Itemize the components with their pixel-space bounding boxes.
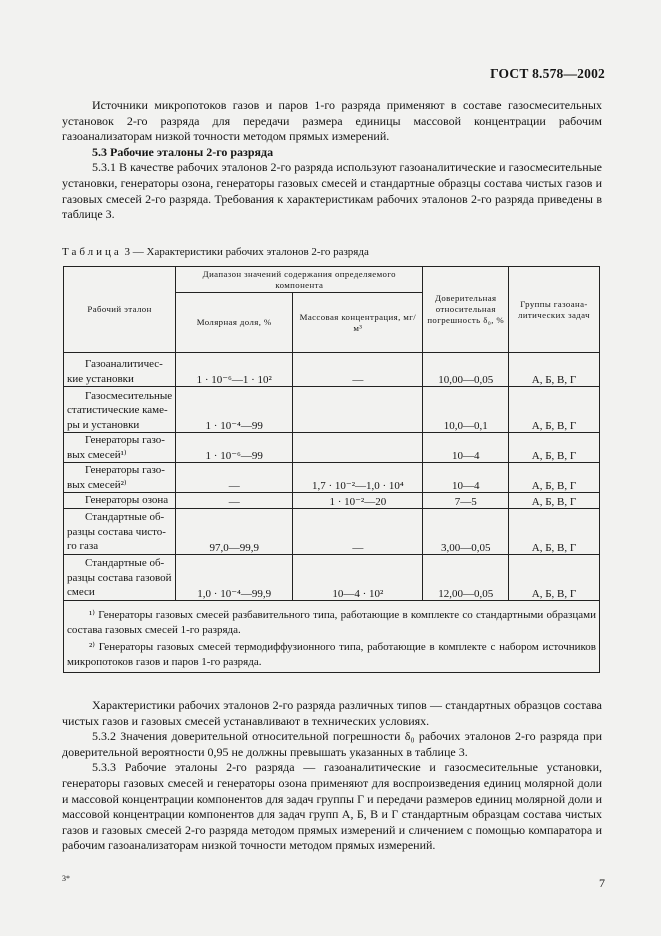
footnote-1: ¹⁾ Генераторы газовых смесей разбавительного типа, работающие в комплекте со стандартными образцами состава газовых смесей 1-го разряда. (67, 608, 596, 636)
header-task-groups: Группы газоана-литических задач (508, 267, 599, 353)
row-error: 10—4 (423, 433, 509, 463)
row-mass: — (293, 353, 423, 387)
table-caption (62, 246, 369, 258)
row-groups: А, Б, В, Г (508, 433, 599, 463)
row-molar: — (176, 463, 293, 493)
row-groups: А, Б, В, Г (508, 508, 599, 554)
table-caption-text: — Характеристики рабочих эталонов 2-го разряда (132, 246, 369, 258)
row-name: Стандартные об- разцы состава чисто- го газа (64, 508, 176, 554)
row-groups: А, Б, В, Г (508, 554, 599, 600)
row-error: 12,00—0,05 (423, 554, 509, 600)
page-number: 7 (599, 876, 605, 890)
row-name: Газоаналитичес- кие установки (64, 353, 176, 387)
characteristics-table (63, 266, 600, 673)
table-row (64, 554, 600, 600)
paragraph-5-3-1: 5.3.1 В качестве рабочих эталонов 2-го разряда используют газоаналитические и газосмесительные установки, генераторы озона, генераторы газовых смесей и стандартные образцы состава чистых газов и газовых смесей 2-го разряда. Требования к характеристикам рабочих эталонов 2-го разряда приведены в таблице 3. (62, 160, 602, 222)
table-caption-number: 3 (124, 246, 131, 258)
sheet-signature: 3* (62, 874, 70, 883)
table-row (64, 508, 600, 554)
top-text-block (62, 98, 602, 223)
header-molar-fraction: Молярная доля, % (176, 293, 293, 353)
paragraph-5-3-2: 5.3.2 Значения доверительной относительной погрешности δ₀ рабочих эталонов 2-го разряда при доверительной вероятности 0,95 не должны превышать указанных в таблице 3. (62, 729, 602, 759)
header-range-group: Диапазон значений содержания определяемого компонента (176, 267, 423, 293)
row-mass: — (293, 508, 423, 554)
row-mass: 1,7 · 10⁻²—1,0 · 10⁴ (293, 463, 423, 493)
row-groups: А, Б, В, Г (508, 387, 599, 433)
row-molar: 1 · 10⁻⁴—99 (176, 387, 293, 433)
table-row (64, 463, 600, 493)
row-mass (293, 387, 423, 433)
row-error: 10,00—0,05 (423, 353, 509, 387)
header-error: Доверительная относительная погрешность δ₀, % (423, 267, 509, 353)
row-groups: А, Б, В, Г (508, 463, 599, 493)
row-name: Генераторы газо- вых смесей²⁾ (64, 463, 176, 493)
row-groups: А, Б, В, Г (508, 493, 599, 509)
header-working-standard: Рабочий эталон (64, 267, 176, 353)
table-row (64, 353, 600, 387)
row-molar: — (176, 493, 293, 509)
section-heading: 5.3 Рабочие эталоны 2-го разряда (92, 144, 274, 159)
row-mass: 1 · 10⁻²—20 (293, 493, 423, 509)
row-mass (293, 433, 423, 463)
table-row (64, 493, 600, 509)
row-error: 7—5 (423, 493, 509, 509)
table-caption-prefix: Таблица (62, 246, 122, 258)
row-groups: А, Б, В, Г (508, 353, 599, 387)
intro-paragraph: Источники микропотоков газов и паров 1-го разряда применяют в составе газосмесительных установок 2-го разряда для передачи размера единицы массовой концентрации рабочим газоанализаторам низкой точности методом прямых измерений. (62, 98, 602, 144)
row-name: Генераторы газо- вых смесей¹⁾ (64, 433, 176, 463)
row-molar: 97,0—99,9 (176, 508, 293, 554)
row-molar: 1 · 10⁻⁶—1 · 10² (176, 353, 293, 387)
row-mass: 10—4 · 10² (293, 554, 423, 600)
paragraph-5-3-3: 5.3.3 Рабочие эталоны 2-го разряда — газоаналитические и газосмесительные установки, генераторы газовых смесей и генераторы озона применяют для воспроизведения единиц молярной доли и массовой концентрации компонентов для задач группы Г и передачи размеров единиц молярной доли и массовой концентрации компонентов для задач групп А, Б, В и Г стандартным образцам состава чистых газов и газовых смесей 2-го разряда методом прямых измерений и сличением с помощью компаратора и рабочим газоанализаторам низкой точности методом прямых измерений. (62, 760, 602, 853)
row-name: Генераторы озона (64, 493, 176, 509)
standard-code-header: ГОСТ 8.578—2002 (490, 66, 605, 81)
paragraph-after-table: Характеристики рабочих эталонов 2-го разряда различных типов — стандартных образцов состава чистых газов и газовых смесей устанавливают в технических условиях. (62, 698, 602, 728)
row-molar: 1,0 · 10⁻⁴—99,9 (176, 554, 293, 600)
table-row (64, 387, 600, 433)
footnote-2: ²⁾ Генераторы газовых смесей термодиффузионного типа, работающие в комплекте с набором источников микропотоков газов и паров 1-го разряда. (67, 640, 596, 668)
header-mass-concentration: Массовая концентрация, мг/м³ (293, 293, 423, 353)
bottom-text-block (62, 698, 602, 854)
row-name: Газосмесительные статистические каме- ры и установки (64, 387, 176, 433)
row-error: 10—4 (423, 463, 509, 493)
row-molar: 1 · 10⁻⁶—99 (176, 433, 293, 463)
row-error: 3,00—0,05 (423, 508, 509, 554)
table-row (64, 433, 600, 463)
row-error: 10,0—0,1 (423, 387, 509, 433)
row-name: Стандартные об- разцы состава газовой смеси (64, 554, 176, 600)
table-footnotes (64, 600, 600, 672)
